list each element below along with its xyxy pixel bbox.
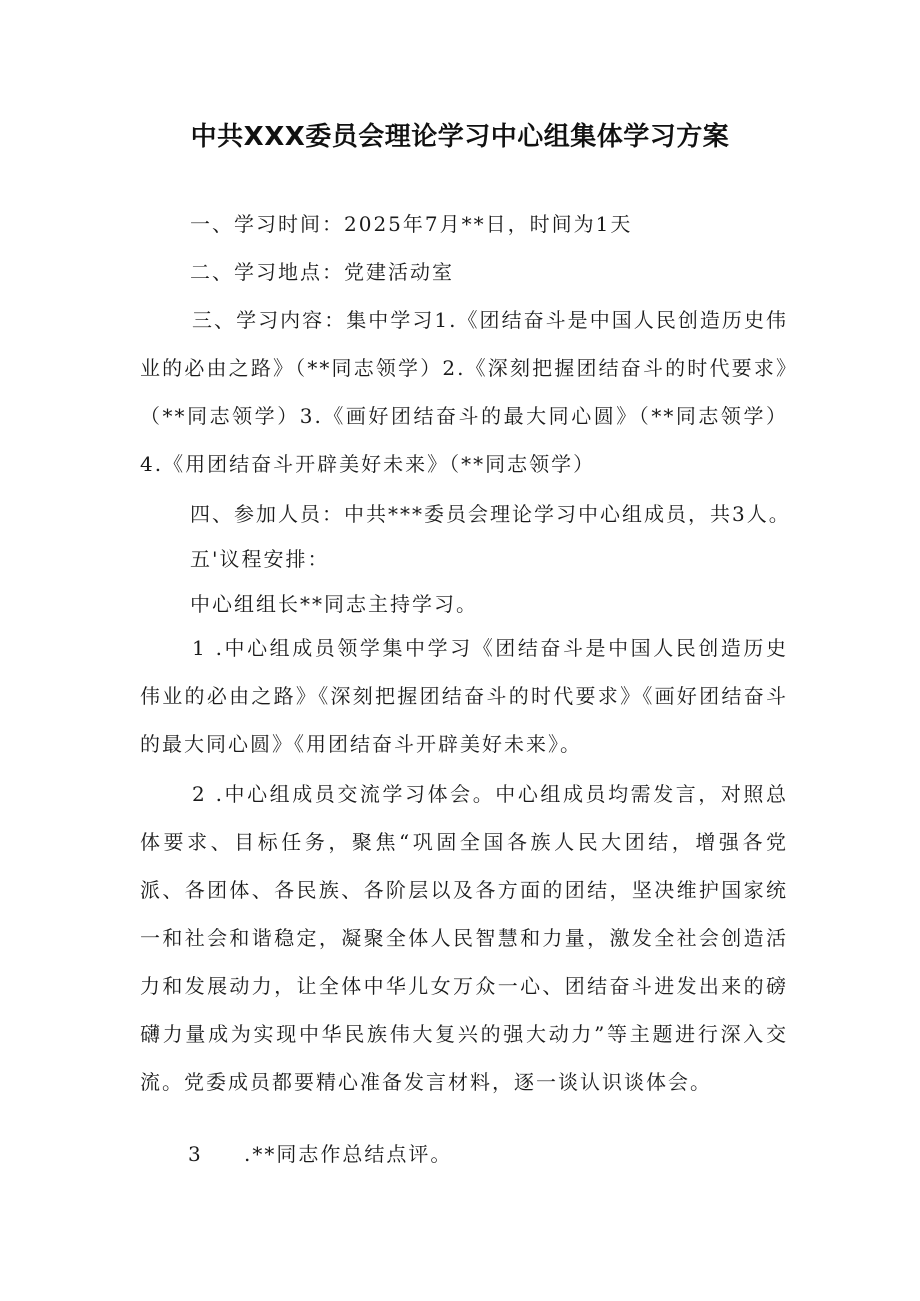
agenda-item-3-number: 3 [188, 1142, 201, 1166]
section-study-location: 二、学习地点：党建活动室 [190, 260, 454, 284]
agenda-item-1: 1 .中心组成员领学集中学习《团结奋斗是中国人民创造历史伟业的必由之路》《深刻把握团结奋斗的时代要求》《画好团结奋斗的最大同心圆》《用团结奋斗开辟美好未来》。 [140, 636, 788, 756]
document-title: 中共XXX委员会理论学习中心组集体学习方案 [190, 122, 730, 152]
section-study-time: 一、学习时间：2025年7月**日，时间为1天 [190, 212, 633, 236]
section-agenda-heading: 五'议程安排： [190, 547, 330, 571]
section-participants: 四、参加人员：中共***委员会理论学习中心组成员，共3人。 [190, 502, 791, 526]
section-study-content: 三、学习内容：集中学习1.《团结奋斗是中国人民创造历史伟业的必由之路》（**同志领学）2.《深刻把握团结奋斗的时代要求》（**同志领学）3.《画好团结奋斗的最大同心圆》（**同志领学）4.《用团结奋斗开辟美好未来》（**同志领学） [140, 308, 788, 476]
agenda-host-line: 中心组组长**同志主持学习。 [190, 592, 478, 616]
agenda-item-3-text: .**同志作总结点评。 [244, 1142, 453, 1166]
agenda-item-2: 2 .中心组成员交流学习体会。中心组成员均需发言，对照总体要求、目标任务，聚焦“巩固全国各族人民大团结，增强各党派、各团体、各民族、各阶层以及各方面的团结，坚决维护国家统一和社会和谐稳定，凝聚全体人民智慧和力量，激发全社会创造活力和发展动力，让全体中华儿女万众一心、团结奋斗进发出来的磅礴力量成为实现中华民族伟大复兴的强大动力”等主题进行深入交流。党委成员都要精心准备发言材料，逐一谈认识谈体会。 [140, 782, 788, 1094]
